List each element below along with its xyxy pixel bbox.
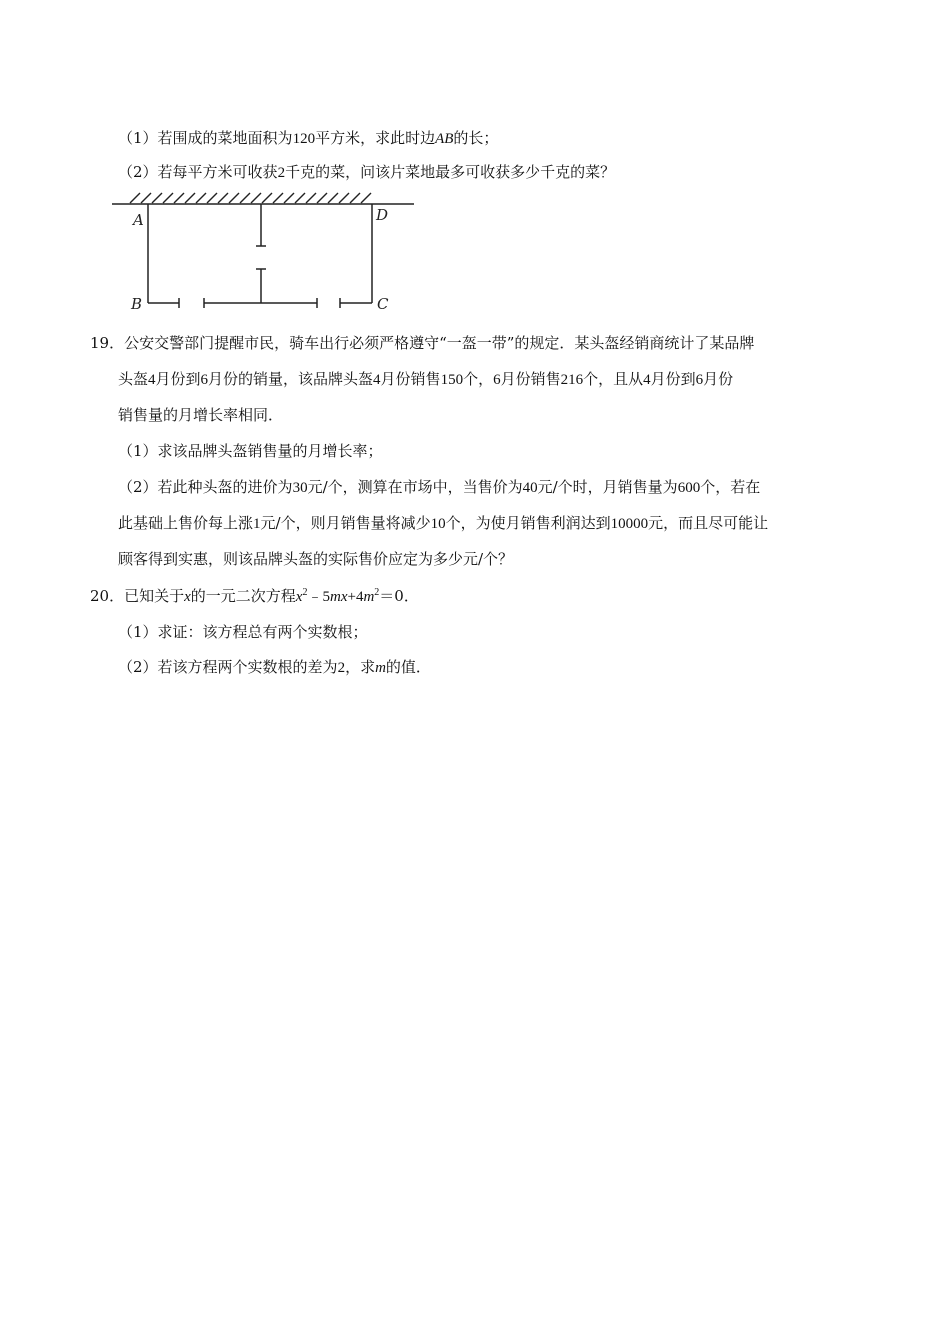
q19-line2: 头盔4月份到6月份的销量，该品牌头盔4月份销售150个，6月份销售216个，且从4月份到6月份 <box>118 370 734 388</box>
q18-sub1: （1）若围成的菜地面积为120平方米，求此时边AB的长； <box>118 129 499 147</box>
q18-sub2: （2）若每平方米可收获2千克的菜，问该片菜地最多可收获多少千克的菜？ <box>118 163 616 181</box>
q20-sub1: （1）求证：该方程总有两个实数根； <box>118 623 368 641</box>
q19-sub2-line1: （2）若此种头盔的进价为30元/个，测算在市场中，当售价为40元/个时，月销售量为600个，若在 <box>118 478 761 496</box>
q19-sub1: （1）求该品牌头盔销售量的月增长率； <box>118 442 383 460</box>
fence-diagram <box>112 190 418 315</box>
q20-stem: 20．已知关于x的一元二次方程$x^2﹣5mx+4m^2=0$． <box>90 587 419 605</box>
label-c: C <box>377 295 389 313</box>
label-b: B <box>131 295 143 313</box>
question-number: 19． <box>90 334 125 352</box>
q19-line1: 19．公安交警部门提醒市民，骑车出行必须严格遵守“一盔一带”的规定．某头盔经销商统计了某品牌 <box>90 334 755 352</box>
q19-line3: 销售量的月增长率相同． <box>118 406 284 424</box>
fence-lines <box>148 204 372 308</box>
label-a: A <box>133 211 144 229</box>
question-number: 20． <box>90 587 125 605</box>
q19-sub2-line2: 此基础上售价每上涨1元/个，则月销售量将减少10个，为使月销售利润达到10000元，而且尽可能让 <box>118 514 769 532</box>
q20-sub2: （2）若该方程两个实数根的差为2，求m的值． <box>118 658 431 676</box>
q19-sub2-line3: 顾客得到实惠，则该品牌头盔的实际售价应定为多少元/个？ <box>118 550 514 568</box>
label-d: D <box>376 206 389 224</box>
wall-hatch <box>112 193 414 204</box>
